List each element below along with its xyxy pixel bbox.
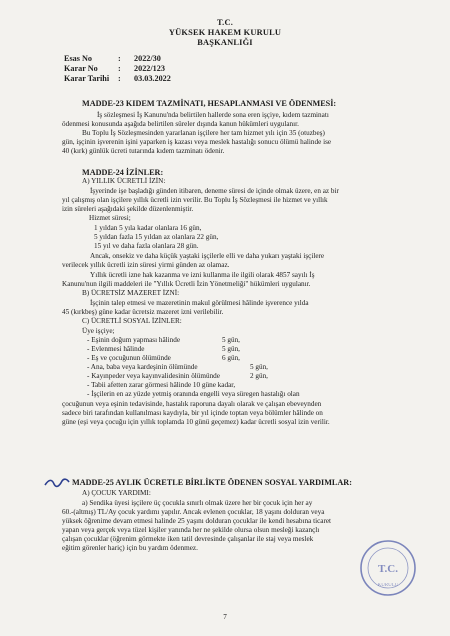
social-leave-text: Tabii afetten zarar görmesi hâlinde 10 güne kadar, (91, 381, 236, 389)
social-leave-days: 5 gün, (222, 336, 240, 344)
social-leave-item (87, 345, 145, 354)
paragraph-line: İşçinin talep etmesi ve mazeretinin makul görülmesi hâlinde işverence yılda (90, 299, 309, 307)
social-leave-days: 2 gün, (250, 372, 268, 380)
dash-bullet: - (87, 390, 92, 398)
social-leave-item (87, 363, 198, 372)
paragraph-line: çalışan çocuklar (öğrenim görmekte iken tatil devresinde çalışanlar ile staj veya meslek (62, 535, 314, 543)
paragraph-line: çocuğunun veya eşinin tedavisinde, hastalık raporuna dayalı olarak ve çalışan ebeveynden (62, 400, 322, 408)
svg-text:KURULU: KURULU (377, 583, 399, 588)
svg-text:T.C.: T.C. (378, 563, 398, 575)
paragraph-line: 45 (kırkbeş) güne kadar ücretsiz mazeret izni verilebilir. (62, 308, 224, 316)
paragraph-line: verilecek yıllık ücretli izin süresi yirmi günden az olamaz. (62, 261, 230, 269)
meta-esas: Esas No : 2022/30 (64, 54, 161, 63)
paragraph-line: İşyerinde işe başladığı günden itibaren, deneme süresi de içinde olmak üzere, en az bir (90, 187, 339, 195)
social-leave-text: İşçilerin en az yüzde yetmiş oranında engelli veya süregen hastalığı olan (91, 390, 300, 398)
page-number: 7 (223, 613, 227, 621)
handwritten-check-mark (43, 476, 71, 490)
article-23-text: Bu Toplu İş Sözleşmesinden yararlanan işçilere her tam hizmet yılı için 35 (otuzbeş) (82, 129, 325, 137)
article-25-title: MADDE-25 AYLIK ÜCRETLE BİRLİKTE ÖDENEN SOSYAL YARDIMLAR: (72, 478, 352, 487)
article-24-title: MADDE-24 İZİNLER: (82, 168, 164, 177)
section-c-title: C) ÜCRETLİ SOSYAL İZİNLER: (82, 317, 182, 325)
section-a-title: A) YILLIK ÜCRETLİ İZİN: (82, 177, 166, 185)
hizmet-label: Hizmet süresi; (89, 214, 131, 222)
leave-row: 15 yıl ve daha fazla olanlara 28 gün. (94, 242, 199, 250)
article-23-text: gün, işçinin işverenin işini yaparken iş kazası veya meslek hastalığı sonucu ölümü halinde ise (62, 138, 332, 146)
dash-bullet: - (87, 372, 92, 380)
paragraph-line: 60.-(altmış) TL/Ay çocuk yardımı yapılır. Ancak evlenen çocuklar, 18 yaşını dolduran veya (62, 508, 325, 516)
paragraph-line: sadece biri tarafından kullanılması kaydıyla, bir yıl içinde toptan veya bölümler hâlinde on (62, 409, 323, 417)
c-intro: Üye işçiye; (82, 327, 115, 335)
article-23-text: 40 (kırk) günlük ücreti tutarında kıdem tazminatı ödenir. (62, 147, 225, 155)
social-leave-item (87, 336, 180, 345)
social-leave-text: Evlenmesi hâlinde (91, 345, 145, 353)
social-leave-item (87, 381, 235, 390)
official-seal-stamp (358, 538, 418, 598)
paragraph-line: Yıllık ücretli izne hak kazanma ve izni kullanma ile ilgili olarak 4857 sayılı İş (90, 271, 315, 279)
paragraph-line: yapan veya gerçek veya tüzel kişiler yanında her ne şekilde olursa olsun mesleği kazançlı (62, 526, 320, 534)
article-23-title: MADDE-23 KIDEM TAZMİNATI, HESAPLANMASI VE ÖDENMESİ: (82, 99, 337, 108)
section-a-title: A) ÇOCUK YARDIMI: (82, 489, 151, 497)
paragraph-line: Kanunu'nun ilgili maddeleri ile "Yıllık Ücretli İzin Yönetmeliği" hükümleri uygulanır. (62, 280, 311, 288)
social-leave-text: Kayınpeder veya kayınvalidesinin ölümünde (91, 372, 220, 380)
paragraph-line: izin süreleri aşağıdaki şekilde düzenlenmiştir. (62, 205, 194, 213)
social-leave-days: 5 gün, (250, 363, 268, 371)
dash-bullet: - (87, 354, 92, 362)
paragraph-line: yıl çalışmış olan işçilere yıllık ücretli izin verilir. Bu Toplu İş Sözleşmesi ile hizmet ve yıllık (62, 196, 328, 204)
section-b-title: B) ÜCRETSİZ MAZERET İZNİ: (82, 289, 180, 297)
dash-bullet: - (87, 381, 92, 389)
header-department: BAŞKANLIĞI (197, 38, 253, 47)
meta-karar-tarihi: Karar Tarihi : 03.03.2022 (64, 74, 171, 83)
social-leave-days: 6 gün, (222, 354, 240, 362)
social-leave-text: Eş ve çocuğunun ölümünde (91, 354, 171, 362)
dash-bullet: - (87, 336, 92, 344)
meta-karar: Karar No : 2022/123 (64, 64, 165, 73)
header-institution: YÜKSEK HAKEM KURULU (168, 28, 282, 37)
article-23-text: ödenmesi konusunda aşağıda belirtilen süreler dışında kanun hükümleri uygulanır. (62, 120, 299, 128)
social-leave-item (87, 390, 300, 399)
leave-row: 1 yıldan 5 yıla kadar olanlara 16 gün, (94, 224, 202, 232)
paragraph-line: güne (eşi veya çocuğu için yıllık toplamda 10 günü geçemez) kadar ücretli sosyal izin verilir. (62, 418, 330, 426)
dash-bullet: - (87, 363, 91, 371)
paragraph-line: eğitim görenler hariç) için bu yardım ödenmez. (62, 544, 198, 552)
social-leave-item (87, 354, 171, 363)
social-leave-text: Eşinin doğum yapması hâlinde (91, 336, 181, 344)
dash-bullet: - (87, 345, 92, 353)
leave-row: 5 yıldan fazla 15 yıldan az olanlara 22 gün, (94, 233, 219, 241)
social-leave-item (87, 372, 220, 381)
article-23-text: İş sözleşmesi İş Kanunu'nda belirtilen hallerde sona eren işçiye, kıdem tazminatı (97, 111, 329, 119)
paragraph-line: Ancak, onsekiz ve daha küçük yaştaki işçilerle elli ve daha yukarı yaştaki işçilere (90, 252, 325, 260)
paragraph-line: a) Sendika üyesi işçilere üç çocukla sınırlı olmak üzere her bir çocuk için her ay (82, 499, 313, 507)
header-tc: T.C. (217, 18, 233, 27)
paragraph-line: yüksek öğrenime devam etmesi halinde 25 yaşını dolduran çocuklar ile kendi hesabına ticaret (62, 517, 332, 525)
social-leave-text: Ana, baba veya kardeşinin ölümünde (90, 363, 198, 371)
social-leave-days: 5 gün, (222, 345, 240, 353)
